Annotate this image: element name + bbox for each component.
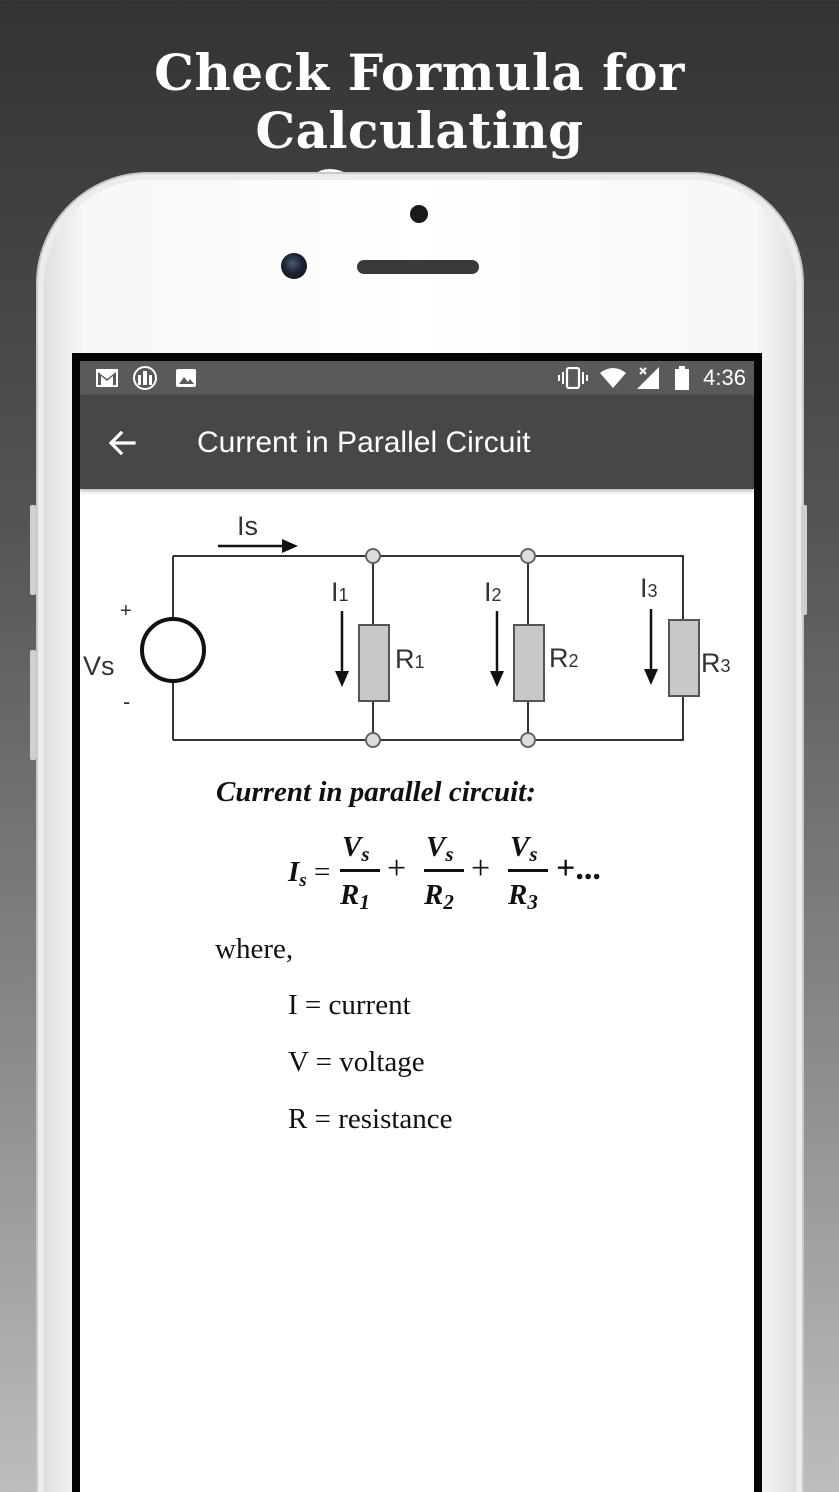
fraction-2-denominator: R2 [424, 879, 454, 914]
resistor-2-symbol [514, 625, 544, 701]
wifi-icon [598, 367, 628, 389]
resistor-2-label: R2 [549, 643, 579, 673]
arrow-down-icon [644, 669, 658, 685]
formula-tail: +... [556, 850, 601, 887]
status-bar [80, 361, 754, 395]
vibrate-icon [558, 367, 588, 389]
phone-screen [80, 361, 754, 1492]
formula-plus-1: + [387, 850, 407, 887]
node-top-1 [366, 549, 380, 563]
branch-3-current-label: I3 [640, 573, 658, 603]
formula-lhs: Is [288, 856, 307, 891]
formula-plus-2: + [471, 850, 491, 887]
fraction-2-numerator: Vs [426, 831, 454, 866]
source-current-label: Is [237, 511, 259, 541]
phone-front-camera [281, 253, 307, 279]
arrow-left-icon [106, 427, 138, 459]
back-button[interactable] [102, 423, 142, 463]
current-formula [285, 829, 645, 919]
gmail-icon [94, 367, 120, 389]
node-top-2 [521, 549, 535, 563]
app-bar [80, 395, 754, 489]
fraction-1-denominator: R1 [340, 879, 370, 914]
status-time: 4:36 [703, 365, 746, 390]
fraction-3-denominator: R3 [508, 879, 538, 914]
definition-voltage: V = voltage [288, 1046, 425, 1078]
source-minus-label: - [123, 689, 131, 714]
app-notification-icon [132, 367, 158, 389]
fraction-1-bar [340, 869, 380, 872]
definitions-intro: where, [215, 933, 294, 965]
resistor-3-label: R3 [701, 648, 731, 678]
promo-headline-line-1: Check Formula for Calculating [154, 43, 685, 160]
image-icon [174, 367, 198, 389]
resistor-3-symbol [669, 620, 699, 696]
phone-power-button [801, 505, 807, 615]
fraction-3-bar [508, 869, 548, 872]
arrow-down-icon [490, 671, 504, 687]
source-voltage-label: Vs [83, 651, 115, 681]
fraction-3-numerator: Vs [510, 831, 538, 866]
resistor-1-symbol [359, 625, 389, 701]
branch-1-current-label: I1 [331, 577, 349, 607]
phone-side-button [30, 650, 36, 760]
source-plus-label: + [120, 600, 132, 622]
phone-sensor-dot [410, 205, 428, 223]
formula-equals: = [314, 856, 331, 888]
branch-2-current-label: I2 [484, 577, 502, 607]
page-title: Current in Parallel Circuit [197, 426, 531, 459]
arrow-right-icon [282, 539, 298, 553]
phone-earpiece [357, 260, 479, 274]
resistor-1-label: R1 [395, 644, 425, 674]
formula-heading: Current in parallel circuit: [216, 776, 536, 808]
fraction-1-numerator: Vs [342, 831, 370, 866]
definition-resistance: R = resistance [288, 1103, 453, 1135]
parallel-circuit-diagram [80, 501, 754, 761]
definition-current: I = current [288, 989, 411, 1021]
arrow-down-icon [335, 671, 349, 687]
phone-volume-button [30, 505, 36, 595]
voltage-source-symbol [142, 619, 204, 681]
node-bottom-1 [366, 733, 380, 747]
fraction-2-bar [424, 869, 464, 872]
no-signal-icon [635, 367, 661, 389]
node-bottom-2 [521, 733, 535, 747]
battery-icon [672, 367, 692, 389]
